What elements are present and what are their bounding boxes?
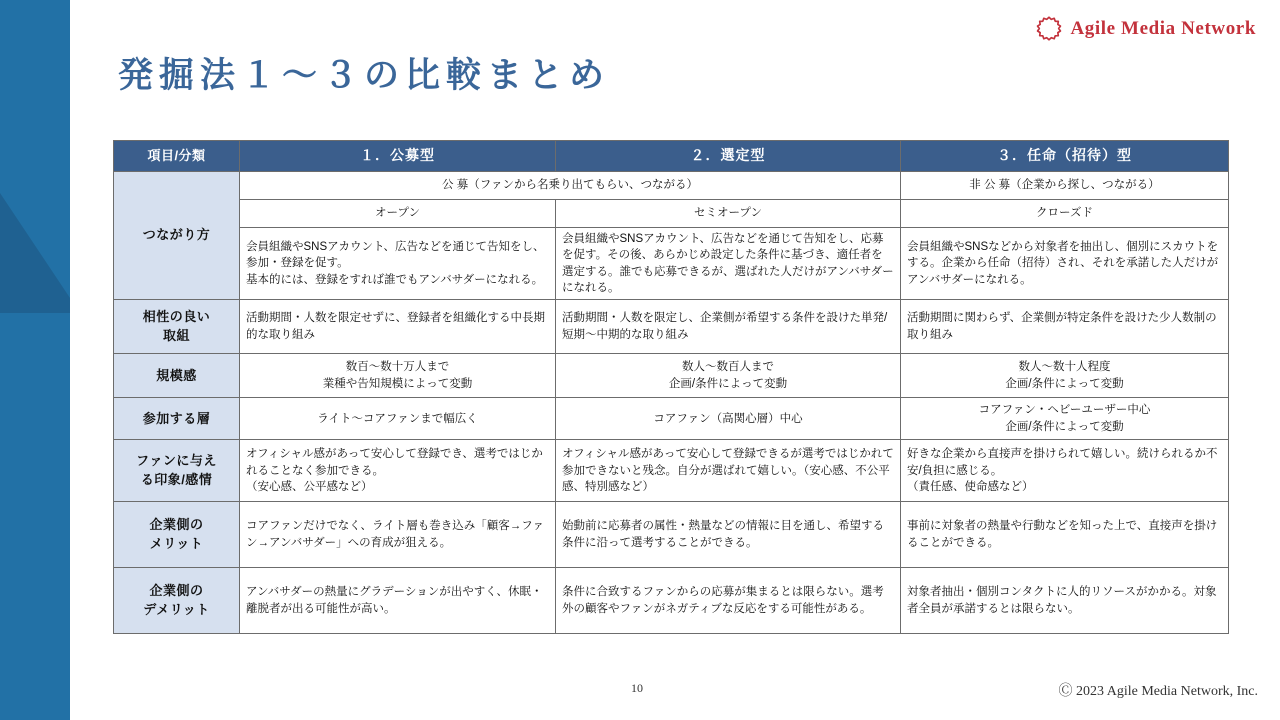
row-label-kibokan: 規模感 — [114, 354, 240, 398]
cell-openness-closed: クローズド — [901, 200, 1229, 228]
table-header-row — [114, 141, 1229, 172]
row-label-sankasuruso: 参加する層 — [114, 398, 240, 440]
table-header-type2: ２．選定型 — [556, 141, 901, 172]
table-row — [114, 228, 1229, 300]
cell-merit-1: コアファンだけでなく、ライト層も巻き込み「顧客→ファン→アンバサダー」への育成が狙える。 — [240, 502, 556, 568]
brand-logo — [1036, 16, 1256, 42]
cell-segment-1: ライト〜コアファンまで幅広く — [240, 398, 556, 440]
table-row — [114, 398, 1229, 440]
table-row — [114, 502, 1229, 568]
cell-openness-semiopen: セミオープン — [556, 200, 901, 228]
cell-fit-1: 活動期間・人数を限定せずに、登録者を組織化する中長期的な取り組み — [240, 300, 556, 354]
row-label-demerit: 企業側の デメリット — [114, 568, 240, 634]
cell-connection-public: 公 募（ファンから名乗り出てもらい、つながる） — [240, 172, 901, 200]
cell-segment-2: コアファン（高関心層）中心 — [556, 398, 901, 440]
comparison-table-wrapper — [113, 140, 1228, 634]
cell-connection-nonpublic: 非 公 募（企業から探し、つながる） — [901, 172, 1229, 200]
cell-merit-3: 事前に対象者の熱量や行動などを知った上で、直接声を掛けることができる。 — [901, 502, 1229, 568]
table-header-category: 項目/分類 — [114, 141, 240, 172]
cell-impression-3: 好きな企業から直接声を掛けられて嬉しい。続けられるか不安/負担に感じる。 （責任感、使命感など） — [901, 440, 1229, 502]
cell-connection-detail-3: 会員組織やSNSなどから対象者を抽出し、個別にスカウトをする。企業から任命（招待）され、それを承諾した人だけがアンバサダーになれる。 — [901, 228, 1229, 300]
table-row — [114, 354, 1229, 398]
page-number: 10 — [631, 681, 643, 695]
cell-segment-3: コアファン・ヘビーユーザー中心 企画/条件によって変動 — [901, 398, 1229, 440]
cell-fit-3: 活動期間に関わらず、企業側が特定条件を設けた少人数制の取り組み — [901, 300, 1229, 354]
row-label-tsunagarikata: つながり方 — [114, 172, 240, 300]
cell-merit-2: 始動前に応募者の属性・熱量などの情報に目を通し、希望する条件に沿って選考することができる。 — [556, 502, 901, 568]
table-header-type3: ３．任命（招待）型 — [901, 141, 1229, 172]
cell-impression-2: オフィシャル感があって安心して登録できるが選考ではじかれて参加できないと残念。自分が選ばれて嬉しい。（安心感、不公平感、特別感など） — [556, 440, 901, 502]
cell-fit-2: 活動期間・人数を限定し、企業側が希望する条件を設けた単発/短期〜中期的な取り組み — [556, 300, 901, 354]
cell-demerit-3: 対象者抽出・個別コンタクトに人的リソースがかかる。対象者全員が承諾するとは限らない。 — [901, 568, 1229, 634]
cell-openness-open: オープン — [240, 200, 556, 228]
table-row — [114, 568, 1229, 634]
cell-impression-1: オフィシャル感があって安心して登録でき、選考ではじかれることなく参加できる。 （安心感、公平感など） — [240, 440, 556, 502]
cell-connection-detail-2: 会員組織やSNSアカウント、広告などを通じて告知をし、応募を促す。その後、あらかじめ設定した条件に基づき、適任者を選定する。誰でも応募できるが、選ばれた人だけがアンバサダーになれる。 — [556, 228, 901, 300]
copyright-notice: Ⓒ 2023 Agile Media Network, Inc. — [1058, 684, 1258, 699]
decorative-triangle — [0, 193, 70, 313]
cell-demerit-2: 条件に合致するファンからの応募が集まるとは限らない。選考外の顧客やファンがネガティブな反応をする可能性がある。 — [556, 568, 901, 634]
cell-scale-2: 数人〜数百人まで 企画/条件によって変動 — [556, 354, 901, 398]
row-label-aishou: 相性の良い 取組 — [114, 300, 240, 354]
row-label-fan-impression: ファンに与え る印象/感情 — [114, 440, 240, 502]
table-row — [114, 440, 1229, 502]
cell-scale-1: 数百〜数十万人まで 業種や告知規模によって変動 — [240, 354, 556, 398]
cell-scale-3: 数人〜数十人程度 企画/条件によって変動 — [901, 354, 1229, 398]
table-row — [114, 300, 1229, 354]
starburst-flower-icon — [1036, 16, 1062, 42]
table-row — [114, 172, 1229, 200]
brand-logo-text: Agile Media Network — [1070, 18, 1256, 39]
table-header-type1: １．公募型 — [240, 141, 556, 172]
row-label-merit: 企業側の メリット — [114, 502, 240, 568]
table-row — [114, 200, 1229, 228]
page-title: 発掘法１〜３の比較まとめ — [118, 56, 611, 95]
cell-demerit-1: アンバサダーの熱量にグラデーションが出やすく、休眠・離脱者が出る可能性が高い。 — [240, 568, 556, 634]
table-body — [114, 172, 1229, 634]
decorative-left-band — [0, 0, 70, 720]
cell-connection-detail-1: 会員組織やSNSアカウント、広告などを通じて告知をし、参加・登録を促す。 基本的には、登録をすれば誰でもアンバサダーになれる。 — [240, 228, 556, 300]
comparison-table — [113, 140, 1229, 634]
